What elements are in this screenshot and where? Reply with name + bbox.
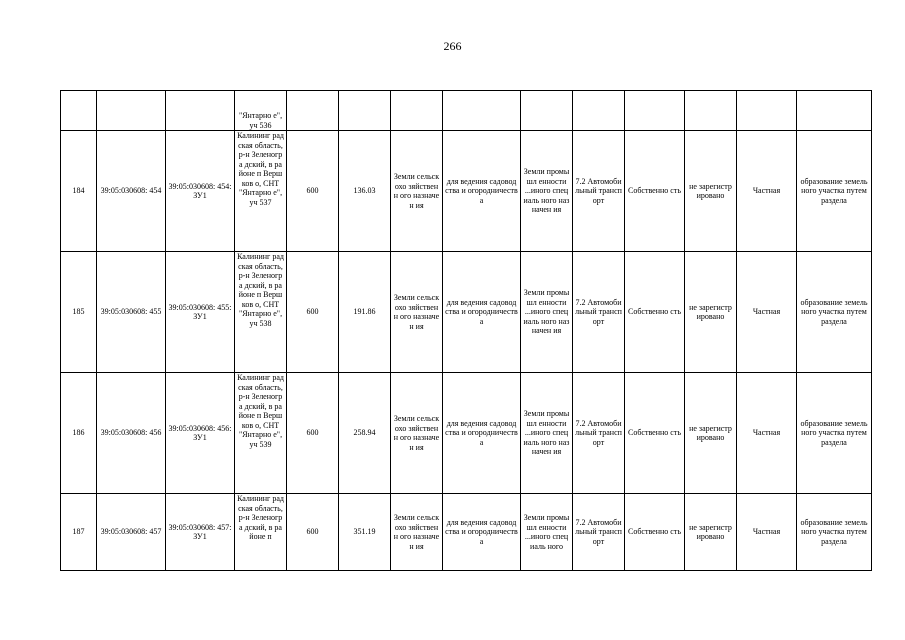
cell-ownership: [737, 91, 797, 131]
cell-method: [797, 91, 872, 131]
table-row: [61, 494, 872, 571]
cell-permitted-use: для ведения садоводства и огородничеств а: [443, 494, 521, 571]
cell-parent-cadastral: 39:05:030608: 457: [97, 494, 166, 571]
cell-use-code: 7.2 Автомоби льный транспорт: [573, 373, 625, 494]
cell-ownership: Частная: [737, 252, 797, 373]
cell-right-type: Собственно сть: [625, 373, 685, 494]
cell-address: Калининг радская область, р-н Зеленогра дский, в районе п Вершков о, СНТ "Янтарно е", уч 539: [235, 373, 287, 494]
land-register-table: [60, 90, 872, 571]
cell-land-category: Земли сельскохо зяйственн ого назначен ия: [391, 373, 443, 494]
table-row: [61, 252, 872, 373]
cell-use-code: 7.2 Автомоби льный транспорт: [573, 494, 625, 571]
table-row: [61, 373, 872, 494]
cell-use-code: 7.2 Автомоби льный транспорт: [573, 252, 625, 373]
cell-num: [61, 91, 97, 131]
cell-ownership: Частная: [737, 131, 797, 252]
cell-parent-cadastral: 39:05:030608: 455: [97, 252, 166, 373]
cell-land-category-new: Земли промышл енности ...иного специаль ного назначен ия: [521, 373, 573, 494]
cell-parent-cadastral: 39:05:030608: 454: [97, 131, 166, 252]
cell-parent-cadastral: [97, 91, 166, 131]
cell-area-calculated: [339, 91, 391, 131]
cell-right-type: Собственно сть: [625, 494, 685, 571]
cell-land-category-new: Земли промышл енности ...иного специаль ного назначен ия: [521, 131, 573, 252]
cell-address: "Янтарно е", уч 536: [235, 91, 287, 131]
cell-area-calculated: 136.03: [339, 131, 391, 252]
cell-address: Калининг радская область, р-н Зеленогра дский, в районе п Вершков о, СНТ "Янтарно е", уч 537: [235, 131, 287, 252]
cell-area-declared: 600: [287, 131, 339, 252]
cell-area-calculated: 258.94: [339, 373, 391, 494]
cell-right-type: Собственно сть: [625, 131, 685, 252]
cell-area-declared: [287, 91, 339, 131]
cell-address: Калининг радская область, р-н Зеленогра дский, в районе п: [235, 494, 287, 571]
cell-address: Калининг радская область, р-н Зеленогра дский, в районе п Вершков о, СНТ "Янтарно е", уч 538: [235, 252, 287, 373]
cell-land-category-new: Земли промышл енности ...иного специаль ного: [521, 494, 573, 571]
cell-new-cadastral: 39:05:030608: 457:ЗУ1: [166, 494, 235, 571]
cell-new-cadastral: [166, 91, 235, 131]
cell-num: 187: [61, 494, 97, 571]
cell-registration: не зарегистр ировано: [685, 494, 737, 571]
cell-use-code: 7.2 Автомоби льный транспорт: [573, 131, 625, 252]
cell-num: 185: [61, 252, 97, 373]
cell-area-calculated: 191.86: [339, 252, 391, 373]
cell-land-category: [391, 91, 443, 131]
cell-permitted-use: для ведения садоводства и огородничеств а: [443, 131, 521, 252]
cell-right-type: [625, 91, 685, 131]
cell-method: образование земельного участка путем раздела: [797, 131, 872, 252]
cell-new-cadastral: 39:05:030608: 455:ЗУ1: [166, 252, 235, 373]
cell-permitted-use: для ведения садоводства и огородничеств а: [443, 373, 521, 494]
cell-method: образование земельного участка путем раздела: [797, 494, 872, 571]
cell-new-cadastral: 39:05:030608: 456:ЗУ1: [166, 373, 235, 494]
cell-num: 184: [61, 131, 97, 252]
cell-land-category-new: [521, 91, 573, 131]
cell-permitted-use: [443, 91, 521, 131]
table-row-continuation: [61, 91, 872, 131]
cell-permitted-use: для ведения садоводства и огородничеств а: [443, 252, 521, 373]
cell-area-declared: 600: [287, 373, 339, 494]
cell-ownership: Частная: [737, 494, 797, 571]
cell-method: образование земельного участка путем раздела: [797, 252, 872, 373]
cell-land-category: Земли сельскохо зяйственн ого назначен ия: [391, 252, 443, 373]
cell-registration: не зарегистр ировано: [685, 131, 737, 252]
cell-right-type: Собственно сть: [625, 252, 685, 373]
page-number: 266: [443, 39, 462, 53]
cell-area-declared: 600: [287, 252, 339, 373]
cell-registration: не зарегистр ировано: [685, 252, 737, 373]
table-row: [61, 131, 872, 252]
cell-num: 186: [61, 373, 97, 494]
cell-new-cadastral: 39:05:030608: 454:ЗУ1: [166, 131, 235, 252]
cell-ownership: Частная: [737, 373, 797, 494]
cell-land-category: Земли сельскохо зяйственн ого назначен ия: [391, 131, 443, 252]
cell-area-declared: 600: [287, 494, 339, 571]
cell-parent-cadastral: 39:05:030608: 456: [97, 373, 166, 494]
cell-land-category-new: Земли промышл енности ...иного специаль ного назначен ия: [521, 252, 573, 373]
cell-area-calculated: 351.19: [339, 494, 391, 571]
cell-registration: не зарегистр ировано: [685, 373, 737, 494]
cell-registration: [685, 91, 737, 131]
cell-method: образование земельного участка путем раздела: [797, 373, 872, 494]
cell-land-category: Земли сельскохо зяйственн ого назначен ия: [391, 494, 443, 571]
cell-use-code: [573, 91, 625, 131]
